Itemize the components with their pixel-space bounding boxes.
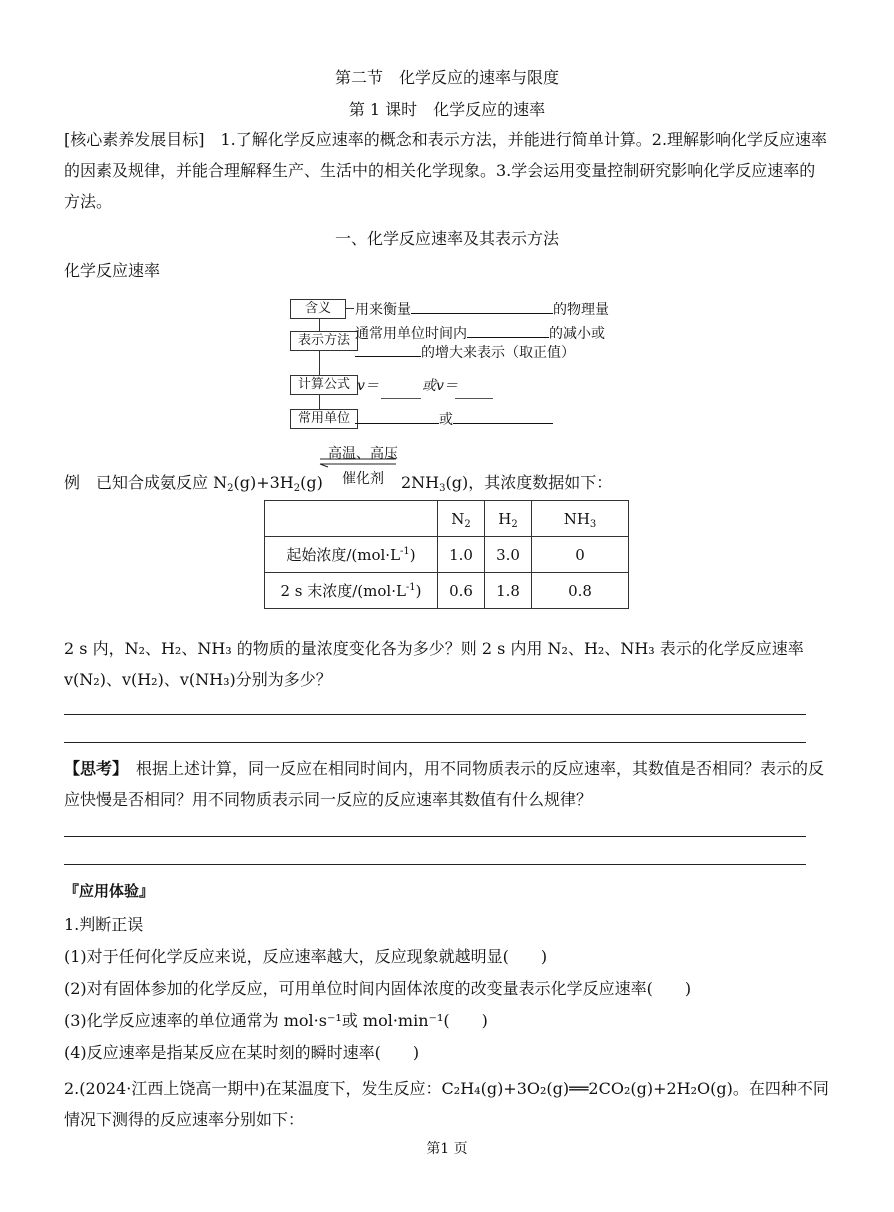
table-row-label: 2 s 末浓度$/(mol\cdot L^{-1})$ — [265, 573, 438, 609]
diagram-label-formula: 计算公式 — [290, 375, 358, 395]
nh3-sub: 3 — [439, 483, 446, 494]
question-line2: v(N₂)、v(H₂)、v(NH₃)分别为多少？ — [64, 670, 332, 689]
example-product — [401, 470, 612, 493]
goals-text: 1.了解化学反应速率的概念和表示方法，并能进行简单计算。2.理解影响化学反应速率的因素及规律，并能合理解释生产、生活中的相关化学现象。3.学会运用变量控制研究影响化学反应速率的方法。 — [64, 130, 828, 211]
formula-2-fraction — [455, 398, 493, 399]
n2-sub: 2 — [227, 483, 234, 494]
formula-2: 或v＝ — [422, 378, 458, 394]
think-text: 根据上述计算，同一反应在相同时间内，用不同物质表示的反应速率，其数值是否相同？表示的反应快慢是否相同？用不同物质表示同一反应的反应速率其数值有什么规律？ — [64, 759, 825, 809]
diagram-method-line1 — [355, 323, 605, 343]
example-suffix: (g)，其浓度数据如下： — [445, 473, 613, 492]
part1-heading: 一、化学反应速率及其表示方法 — [334, 229, 559, 248]
section-title: 第二节 化学反应的速率与限度 — [334, 68, 559, 87]
table-header-nh3: $NH_3$ — [532, 501, 629, 537]
q1-item-2: (2)对有固体参加的化学反应，可用单位时间内固体浓度的改变量表示化学反应速率( ) — [64, 979, 692, 998]
core-goals — [64, 124, 830, 217]
table-cell: 0.8 — [532, 573, 629, 609]
table-header-h2: $H_2$ — [485, 501, 532, 537]
reversible-arrow-icon — [318, 456, 398, 468]
table-cell: 0.6 — [438, 573, 485, 609]
diagram-dash — [346, 308, 354, 309]
table-header-empty — [265, 501, 438, 537]
table-header-n2: $N_2$ — [438, 501, 485, 537]
diagram-unit-line — [355, 409, 553, 429]
part1-subheading: 化学反应速率 — [64, 261, 161, 280]
method-text-after: 的减小或 — [549, 326, 605, 342]
table-cell: 1.8 — [485, 573, 532, 609]
meaning-blank — [411, 299, 553, 314]
answer-line[interactable] — [64, 836, 806, 837]
diagram-label-unit: 常用单位 — [290, 409, 358, 429]
lesson-title: 第 1 课时 化学反应的速率 — [348, 100, 546, 119]
question-line1: 2 s 内，N₂、H₂、NH₃ 的物质的量浓度变化各为多少？则 2 s 内用 N₂、H₂、NH₃ 表示的化学反应速率 — [64, 639, 804, 658]
q1-item-3: (3)化学反应速率的单位通常为 mol·s⁻¹或 mol·min⁻¹( ) — [64, 1011, 488, 1030]
table-row — [265, 573, 629, 609]
table-cell: 3.0 — [485, 537, 532, 573]
example-reaction — [64, 470, 323, 493]
unit-blank-2 — [453, 409, 553, 424]
answer-line[interactable] — [64, 864, 806, 865]
table-header-row — [265, 501, 629, 537]
think-label: 【思考】 — [64, 759, 121, 778]
meaning-text-after: 的物理量 — [553, 302, 609, 318]
concentration-table — [264, 500, 629, 609]
unit-connector: 或 — [439, 412, 453, 428]
formula-1: v＝ — [357, 378, 379, 394]
diagram-meaning-line — [355, 299, 609, 319]
example-mid1: (g)+3H — [233, 473, 294, 492]
method-blank-2 — [355, 342, 421, 357]
q1-title: 1.判断正误 — [64, 915, 144, 934]
q1-item-1: (1)对于任何化学反应来说，反应速率越大，反应现象就越明显( ) — [64, 947, 548, 966]
q2-line2: 情况下测得的反应速率分别如下： — [64, 1110, 305, 1129]
table-cell: 0 — [532, 537, 629, 573]
table-cell: 1.0 — [438, 537, 485, 573]
table-row-label: 起始浓度$/(mol\cdot L^{-1})$ — [265, 537, 438, 573]
table-row — [265, 537, 629, 573]
diagram-label-method: 表示方法 — [290, 331, 358, 351]
q2-line1: 2.(2024·江西上饶高一期中)在某温度下，发生反应：C₂H₄(g)+3O₂(g)══2CO₂(g)+2H₂O(g)。在四种不同 — [64, 1079, 829, 1098]
page-number: 第1 页 — [426, 1141, 468, 1157]
condition-top: 高温、高压 — [328, 446, 398, 462]
h2-sub: 2 — [293, 483, 301, 494]
product-text: 2NH — [401, 473, 440, 492]
answer-line[interactable] — [64, 714, 806, 715]
diagram-method-line2 — [355, 342, 575, 362]
unit-blank-1 — [355, 409, 439, 424]
formula-1-fraction — [381, 398, 421, 399]
think-paragraph — [64, 753, 830, 815]
answer-line[interactable] — [64, 742, 806, 743]
method-text-before: 通常用单位时间内 — [355, 326, 467, 342]
condition-bottom: 催化剂 — [342, 471, 384, 487]
goals-label: [核心素养发展目标] — [64, 130, 205, 149]
method-blank-1 — [467, 323, 549, 338]
meaning-text-before: 用来衡量 — [355, 302, 411, 318]
method-text-line2: 的增大来表示（取正值） — [421, 345, 575, 361]
example-prefix: 例 已知合成氨反应 N — [64, 473, 228, 492]
q1-item-4: (4)反应速率是指某反应在某时刻的瞬时速率( ) — [64, 1043, 420, 1062]
diagram-label-meaning: 含义 — [290, 299, 346, 319]
practice-heading: 『应用体验』 — [64, 882, 155, 900]
example-mid2: (g) — [300, 473, 323, 492]
